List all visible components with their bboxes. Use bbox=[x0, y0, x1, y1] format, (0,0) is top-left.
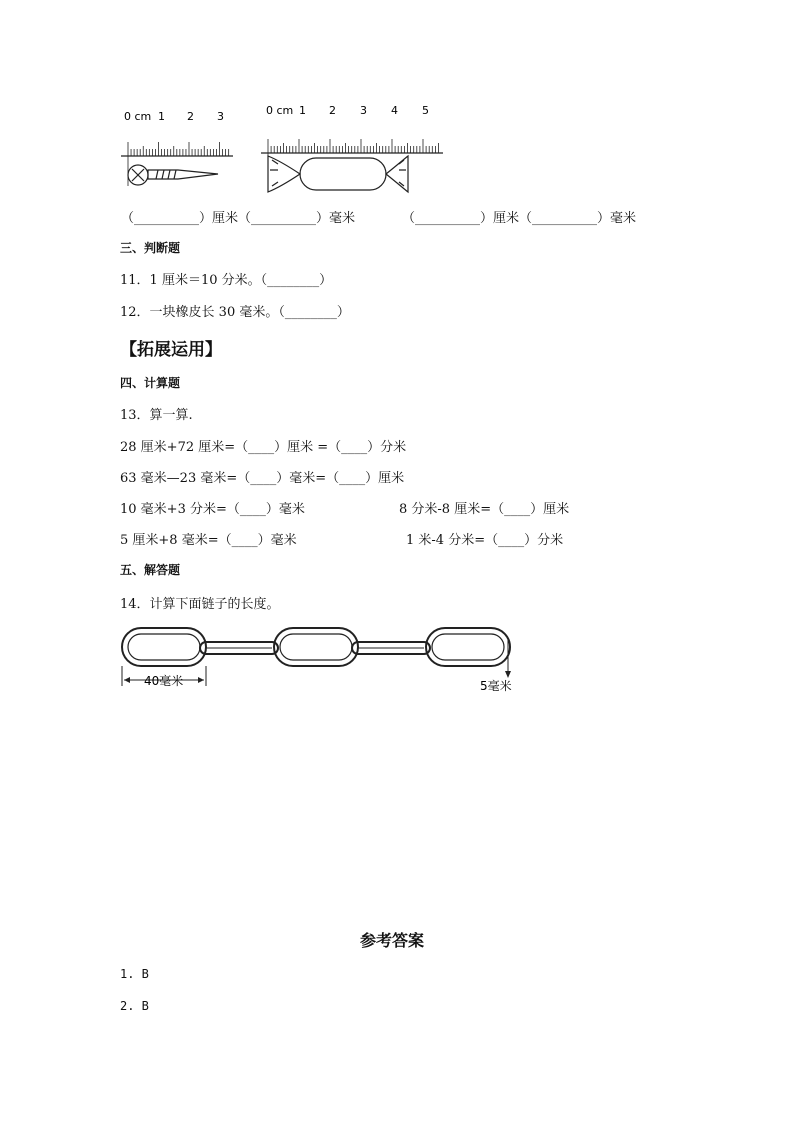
question-12: 12．一块橡皮长 30 毫米。（________） bbox=[120, 305, 350, 320]
calc-row-2: 63 毫米—23 毫米=（____）毫米=（____）厘米 bbox=[120, 471, 405, 486]
calc-row-4-right: 1 米-4 分米=（____）分米 bbox=[406, 533, 564, 548]
ruler2-tick-label-4: 4 bbox=[391, 104, 398, 117]
answers-heading: 参考答案 bbox=[360, 931, 425, 950]
ruler1-ticks bbox=[128, 142, 229, 156]
ruler1-tick-label-1: 1 bbox=[158, 110, 165, 123]
question-11: 11．1 厘米＝10 分米。（________） bbox=[120, 273, 333, 288]
chain-figure bbox=[118, 620, 528, 698]
section5-heading: 五、解答题 bbox=[120, 563, 181, 577]
question-13: 13．算一算. bbox=[120, 408, 193, 423]
calc-row-4-left: 5 厘米+8 毫米=（____）毫米 bbox=[120, 533, 297, 548]
ruler1-tick-label-2: 2 bbox=[187, 110, 194, 123]
ruler2-ticks bbox=[268, 139, 439, 153]
answer-1: 1. B bbox=[120, 967, 149, 981]
question-14: 14．计算下面链子的长度。 bbox=[120, 597, 280, 612]
candy-figure bbox=[268, 156, 408, 192]
chain-left-dimension-label: 40毫米 bbox=[144, 674, 184, 688]
ruler2-tick-label-1: 1 bbox=[299, 104, 306, 117]
ruler2-tick-label-5: 5 bbox=[422, 104, 429, 117]
chain-links bbox=[122, 628, 510, 666]
section4-heading: 四、计算题 bbox=[120, 376, 181, 390]
ruler2-tick-label-3: 3 bbox=[360, 104, 367, 117]
ruler1-tick-label-3: 3 bbox=[217, 110, 224, 123]
ruler2-unit-label: 0 cm bbox=[266, 104, 294, 117]
extension-heading: 【拓展运用】 bbox=[120, 340, 222, 360]
ruler2-tick-label-2: 2 bbox=[329, 104, 336, 117]
ruler-nail-figure bbox=[118, 104, 238, 194]
measure-answer-left: （__________）厘米（__________）毫米 bbox=[121, 211, 356, 226]
calc-row-3-right: 8 分米-8 厘米=（____）厘米 bbox=[399, 502, 570, 517]
section3-heading: 三、判断题 bbox=[120, 241, 181, 255]
answer-2: 2. B bbox=[120, 999, 149, 1013]
calc-row-1: 28 厘米+72 厘米=（____）厘米 =（____）分米 bbox=[120, 440, 407, 455]
ruler1-unit-label: 0 cm bbox=[124, 110, 152, 123]
chain-right-dimension-label: 5毫米 bbox=[480, 679, 512, 693]
ruler-candy-figure bbox=[258, 100, 448, 195]
nail-figure bbox=[128, 165, 218, 185]
measure-answer-right: （__________）厘米（__________）毫米 bbox=[402, 211, 637, 226]
calc-row-3-left: 10 毫米+3 分米=（____）毫米 bbox=[120, 502, 305, 517]
